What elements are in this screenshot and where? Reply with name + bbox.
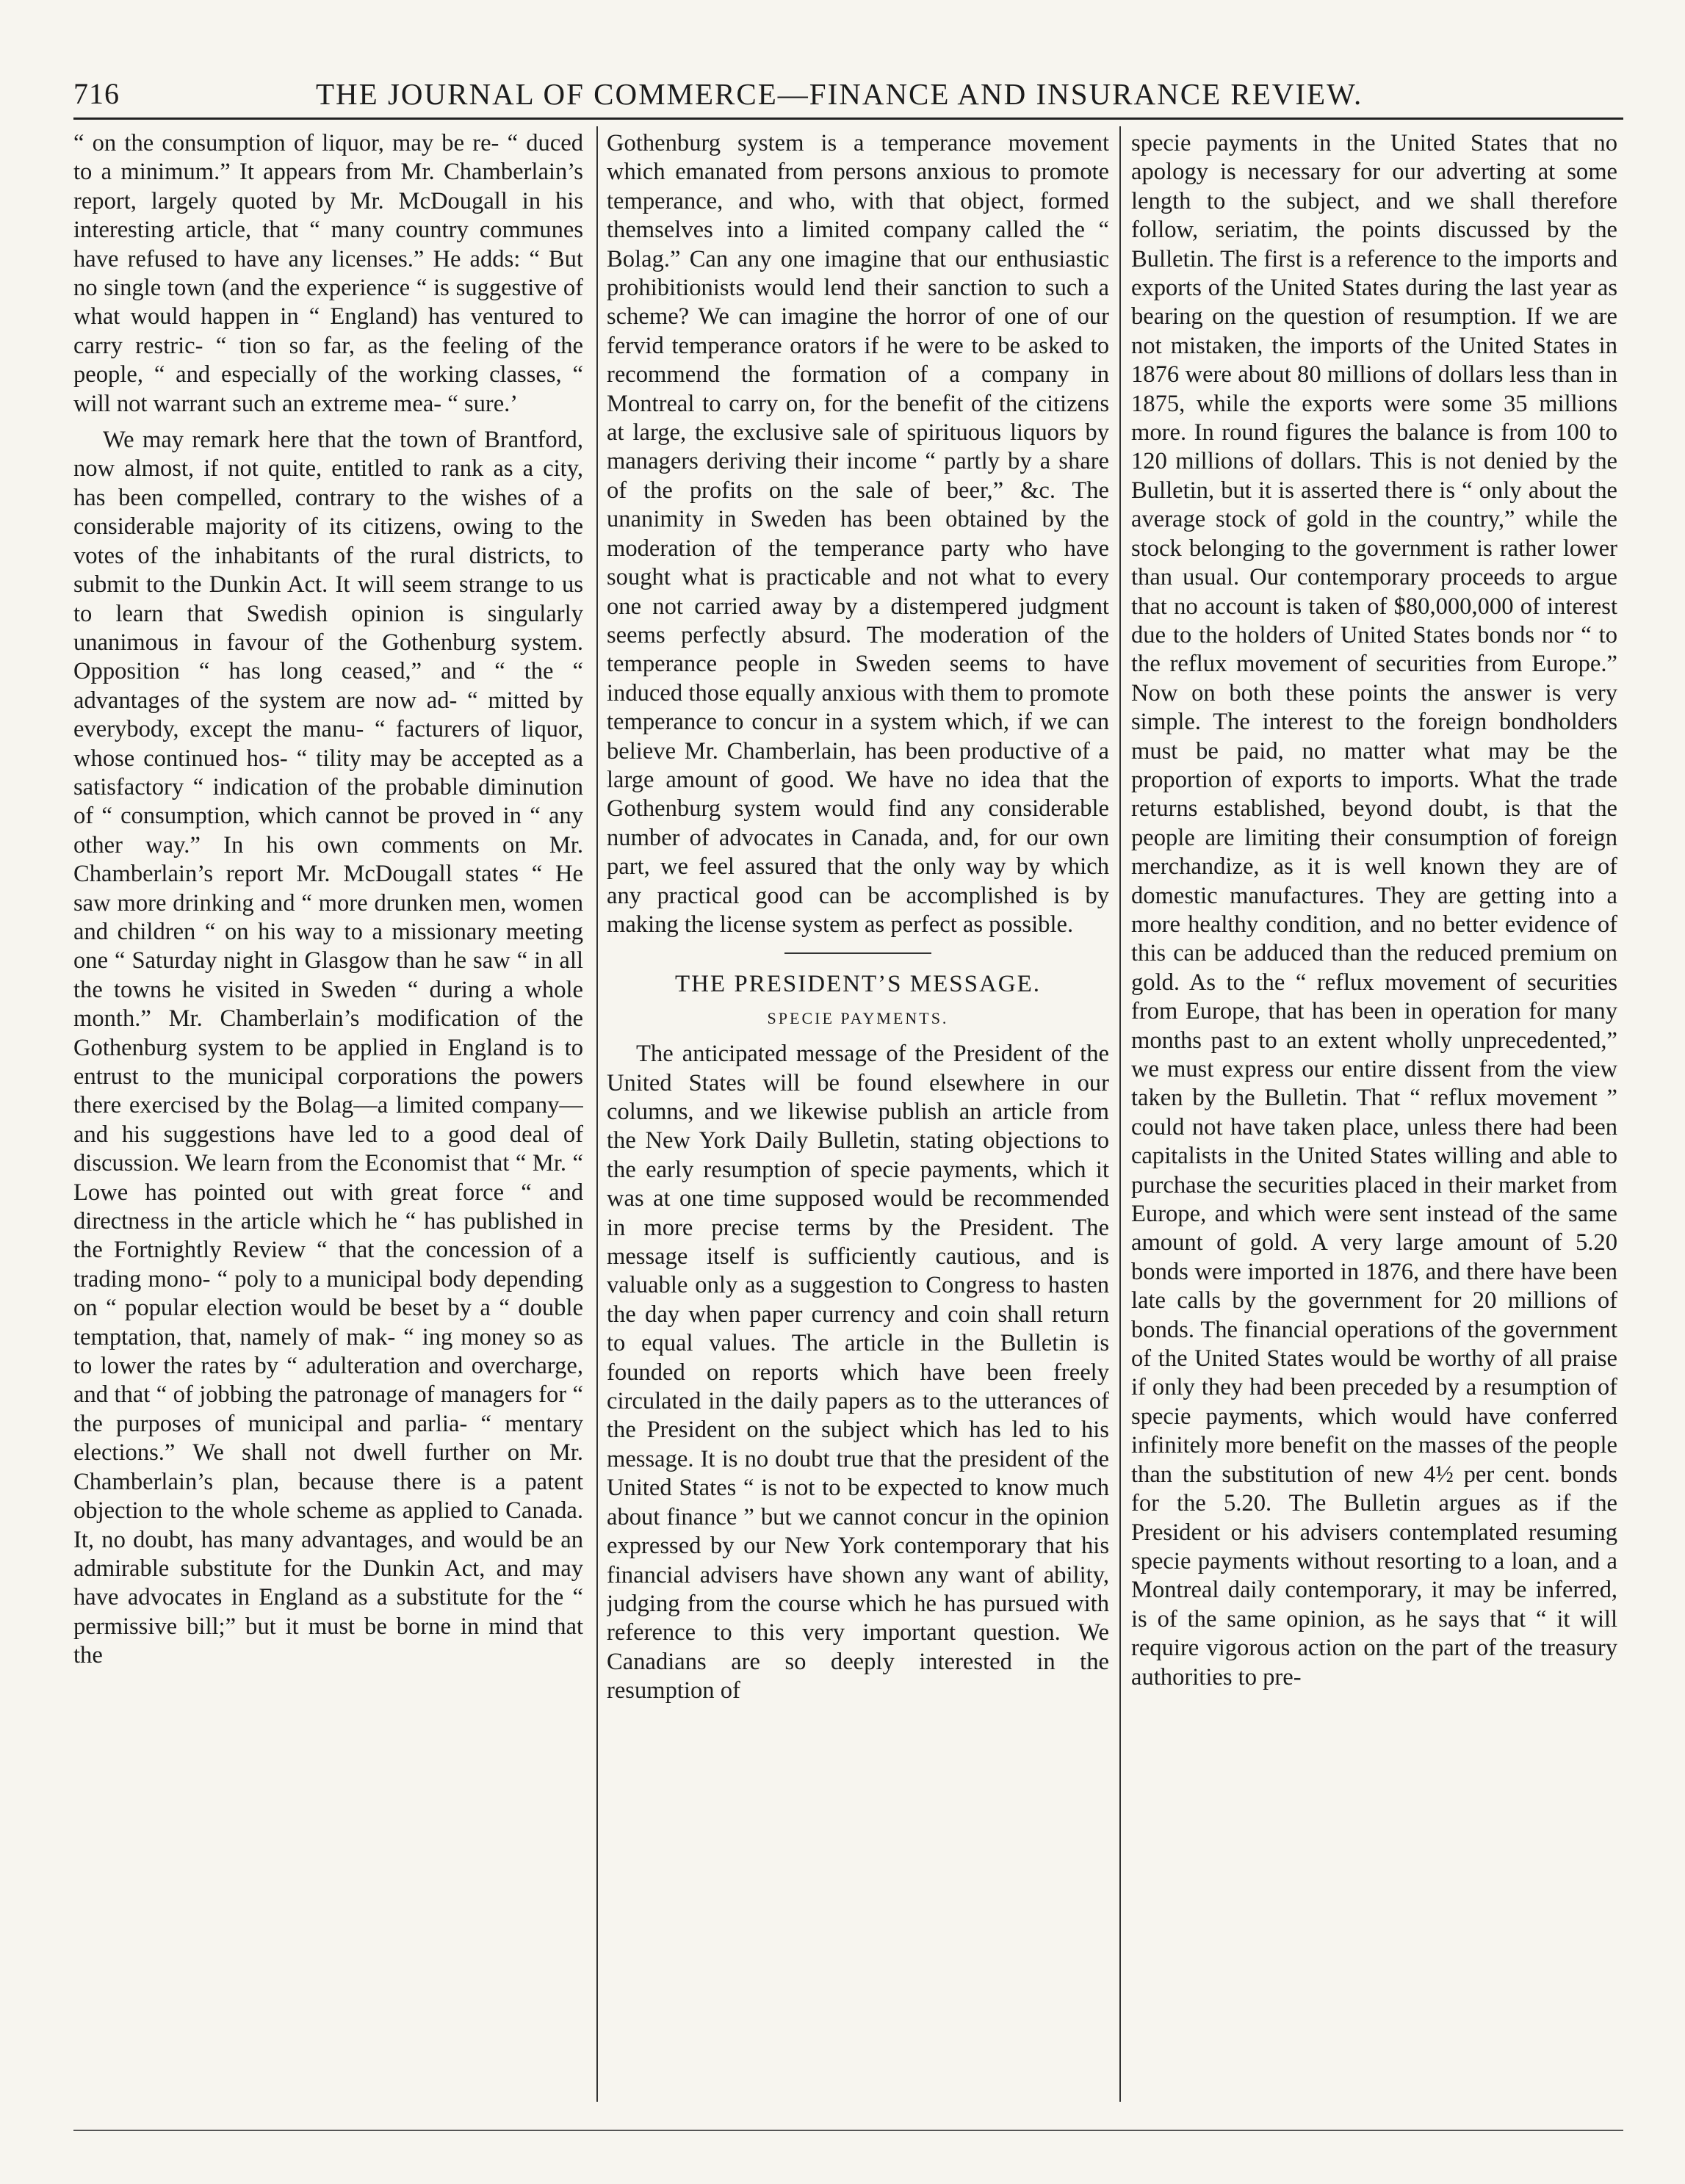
column-3 — [1131, 129, 1617, 2097]
article-subheading: SPECIE PAYMENTS. — [767, 1008, 949, 1027]
paragraph: “ on the consumption of liquor, may be re- “ duced to a minimum.” It appears from Mr. Chamberlain’s report, largely quoted by Mr. McDougall in his interesting article, that “ many country communes have refused to have any licenses.” He adds: “ But no single town (and the experience “ is suggestive of what would happen in “ England) has ventured to carry restric- “ tion so far, as the feeling of the people, “ and especially of the working classes, “ will not warrant such an extreme mea- “ sure.’ — [73, 130, 583, 417]
journal-title: THE JOURNAL OF COMMERCE—FINANCE AND INSURANCE REVIEW. — [316, 77, 1363, 111]
article-heading: THE PRESIDENT’S MESSAGE. — [674, 971, 1042, 998]
column-2 — [607, 129, 1109, 2097]
column-1 — [73, 129, 583, 2097]
header-rule — [73, 117, 1623, 120]
footer-rule — [73, 2130, 1623, 2131]
page-header — [73, 76, 1623, 120]
column-divider — [1119, 126, 1121, 2102]
page-number: 716 — [73, 77, 120, 110]
column-divider — [596, 126, 598, 2102]
paragraph: We may remark here that the town of Brantford, now almost, if not quite, entitled to rank as a city, has been compelled, contrary to the wishes of a considerable majority of its citizens, owing to the votes of the inhabitants of the rural districts, to submit to the Dunkin Act. It will seem strange to us to learn that Swedish opinion is singularly unanimous in favour of the Gothenburg system. Opposition “ has long ceased,” and “ the “ advantages of the system are now ad- “ mitted by everybody, except the manu- “ facturers of liquor, whose continued hos- “ tility may be accepted as a satisfactory “ indication of the probable diminution of “ consumption, which cannot be proved in “ any other way.” In his own comments on Mr. Chamberlain’s report Mr. McDougall states “ He saw more drinking and “ more drunken men, women and children “ on his way to a missionary meeting one “ Saturday night in Glasgow than he saw “ in all the towns he visited in Sweden “ during a whole month.” Mr. Chamberlain’s modification of the Gothenburg system to be applied in England is to entrust to the municipal corporations the powers there exercised by the Bolag—a limited company—and his suggestions have led to a good deal of discussion. We learn from the Economist that “ Mr. “ Lowe has pointed out with great force “ and directness in the article which he “ has published in the Fortnightly Review “ that the concession of a trading mono- “ poly to a municipal body depending on “ popular election would be beset by a “ double temptation, that, namely of mak- “ ing money so as to lower the rates by “ adulteration and overcharge, and that “ of jobbing the patronage of managers for “ the purposes of municipal and parlia- “ mentary elections.” We shall not dwell further on Mr. Chamberlain’s plan, because there is a patent objection to the whole scheme as applied to Canada. It, no doubt, has many advantages, and would be an admirable substitute for the Dunkin Act, and may have advocates in England as a substitute for the “ permissive bill;” but it must be borne in mind that the — [73, 427, 583, 1669]
paragraph: The anticipated message of the President of the United States will be found elsewhere in our columns, and we likewise publish an article from the New York Daily Bulletin, stating objections to the early resumption of specie payments, which it was at one time supposed would be recommended in more precise terms by the President. The message itself is sufficiently cautious, and is valuable only as a suggestion to Congress to hasten the day when paper currency and coin shall return to equal values. The article in the Bulletin is founded on reports which have been freely circulated in the daily papers as to the utterances of the President on the subject which has led to his message. It is no doubt true that the president of the United States “ is not to be expected to know much about finance ” but we cannot concur in the opinion expressed by our New York contemporary that his financial advisers have shown any want of ability, judging from the course which he has pursued with reference to this very important question. We Canadians are so deeply interested in the resumption of — [607, 1041, 1109, 1704]
paragraph: Gothenburg system is a temperance movement which emanated from persons anxious to promote temperance, and who, with that object, formed themselves into a limited company called the “ Bolag.” Can any one imagine that our enthusiastic prohibitionists would lend their sanction to such a scheme? We can imagine the horror of one of our fervid temperance orators if he were to be asked to recommend the formation of a company in Montreal to carry on, for the benefit of the citizens at large, the exclusive sale of spirituous liquors by managers deriving their income “ partly by a share of the profits on the sale of beer,” &c. The unanimity in Sweden has been obtained by the moderation of the temperance party who have sought what is practicable and not what to every one not carried away by a distempered judgment seems perfectly absurd. The moderation of the temperance people in Sweden seems to have induced those equally anxious with them to promote temperance to concur in a system which, if we can believe Mr. Chamberlain, has been productive of a large amount of good. We have no idea that the Gothenburg system would find any considerable number of advocates in Canada, and, for our own part, we feel assured that the only way by which any practical good can be accomplished is by making the license system as perfect as possible. — [607, 130, 1109, 938]
paragraph: specie payments in the United States that no apology is necessary for our adverting at some length to the subject, and we shall therefore follow, seriatim, the points discussed by the Bulletin. The first is a reference to the imports and exports of the United States during the last year as bearing on the question of resumption. If we are not mistaken, the imports of the United States in 1876 were about 80 millions of dollars less than in 1875, while the exports were some 35 millions more. In round figures the balance is from 100 to 120 millions of dollars. This is not denied by the Bulletin, but it is asserted there is “ only about the average stock of gold in the country,” while the stock belonging to the government is rather lower than usual. Our contemporary proceeds to argue that no account is taken of $80,000,000 of interest due to the holders of United States bonds nor “ to the reflux movement of securities from Europe.” Now on both these points the answer is very simple. The interest to the foreign bondholders must be paid, no matter what may be the proportion of exports to imports. What the trade returns established, beyond doubt, is that the people are limiting their consumption of foreign merchandize, as it is well known they are of domestic manufactures. They are getting into a more healthy condition, and no better evidence of this can be adduced than the reduced premium on gold. As to the “ reflux movement of securities from Europe, that has been in operation for many months past to an extent wholly unprecedented,” we must express our entire dissent from the view taken by the Bulletin. That “ reflux movement ” could not have taken place, unless there had been capitalists in the United States willing and able to purchase the securities placed in their market from Europe, and which were sent instead of the same amount of gold. A very large amount of 5.20 bonds were imported in 1876, and there have been late calls by the government for 20 millions of bonds. The financial operations of the government of the United States would be worthy of all praise if only they had been preceded by a resumption of specie payments, which would have conferred infinitely more benefit on the masses of the people than the substitution of new 4½ per cent. bonds for the 5.20. The Bulletin argues as if the President or his advisers contemplated resuming specie payments without resorting to a loan, and a Montreal daily contemporary, it may be inferred, is of the same opinion, as he says that “ it will require vigorous action on the part of the treasury authorities to pre- — [1131, 130, 1617, 1691]
section-divider — [784, 952, 931, 954]
